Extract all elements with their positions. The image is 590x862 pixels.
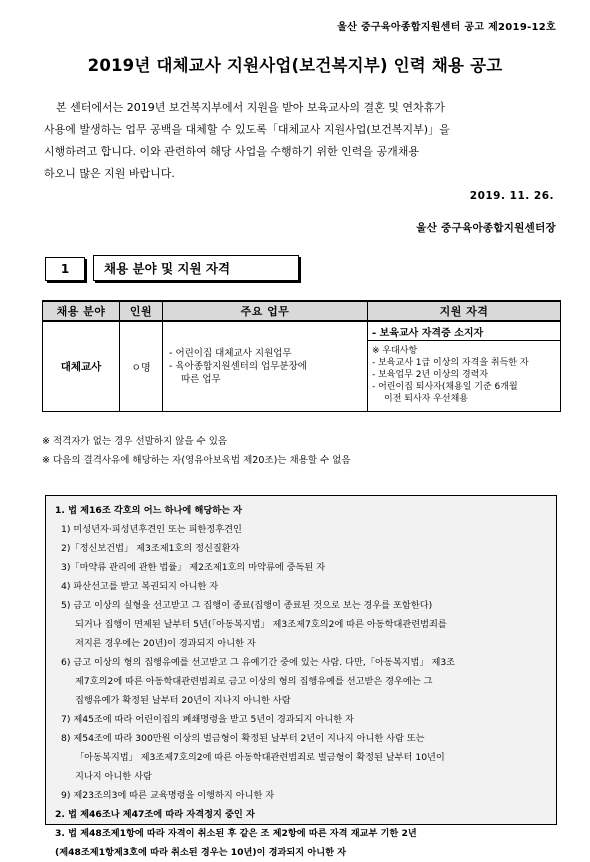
intro-paragraph [44, 97, 558, 185]
intro-line: 하오니 많은 지원 바랍니다. [44, 167, 175, 180]
disqualification-line: 5) 금고 이상의 실형을 선고받고 그 집행이 종료(집행이 종료된 것으로 보는 경우를 포함한다) [61, 600, 433, 611]
disqualification-line: 6) 금고 이상의 형의 집행유예를 선고받고 그 유예기간 중에 있는 사람. 다만,「아동복지법」 제3조 [61, 657, 456, 668]
duty-item: - 어린이집 대체교사 지원업무 [169, 348, 292, 359]
disqualification-line: 제7호의2에 따른 아동학대관련범죄로 금고 이상의 형의 집행유예를 선고받은 경우에는 그 [75, 676, 433, 687]
cell-field: 대체교사 [43, 321, 120, 412]
disqualification-line: 1) 미성년자·피성년후견인 또는 피한정후견인 [61, 524, 242, 535]
note-disqualification: ※ 다음의 결격사유에 해당하는 자(영유아보육법 제20조)는 채용할 수 없음 [42, 455, 351, 466]
section-number: 1 [45, 257, 85, 281]
notice-number: 울산 중구육아종합지원센터 공고 제2019-12호 [337, 22, 556, 33]
duty-item: 따른 업무 [181, 374, 221, 385]
disqualification-line: 1. 법 제16조 각호의 어느 하나에 해당하는 자 [55, 505, 243, 516]
disqualification-line: 저지른 경우에는 20년)이 경과되지 아니한 자 [75, 638, 256, 649]
section-title: 채용 분야 및 지원 자격 [93, 255, 299, 281]
cell-preferred [368, 341, 561, 412]
disqualification-line: 8) 제54조에 따라 300만원 이상의 벌금형이 확정된 날부터 2년이 지나지 아니한 사람 또는 [61, 733, 425, 744]
notice-date: 2019. 11. 26. [469, 190, 554, 202]
preferred-item: - 보육교사 1급 이상의 자격을 취득한 자 [372, 358, 529, 368]
disqualification-box [45, 495, 557, 858]
header-field: 채용 분야 [43, 301, 120, 321]
table-header-row [43, 301, 561, 321]
header-qualification: 지원 자격 [368, 301, 561, 321]
preferred-title: ※ 우대사항 [372, 346, 418, 356]
disqualification-line: (제48조제1항제3호에 따라 취소된 경우는 10년)이 경과되지 아니한 자 [55, 847, 347, 858]
disqualification-line: 4) 파산선고를 받고 복권되지 아니한 자 [61, 581, 219, 592]
cell-qualification-required: - 보육교사 자격증 소지자 [368, 321, 561, 341]
note-no-candidate: ※ 적격자가 없는 경우 선발하지 않을 수 있음 [42, 436, 228, 447]
disqualification-line: 지나지 아니한 사람 [75, 771, 152, 782]
disqualification-line: 3)「마약류 관리에 관한 법률」 제2조제1호의 마약류에 중독된 자 [61, 562, 326, 573]
disqualification-line: 7) 제45조에 따라 어린이집의 폐쇄명령을 받고 5년이 경과되지 아니한 자 [61, 714, 354, 725]
disqualification-line: 2)「정신보건법」 제3조제1호의 정신질환자 [61, 543, 240, 554]
cell-duties [163, 321, 368, 412]
header-count: 인원 [120, 301, 163, 321]
disqualification-line: 「아동복지법」 제3조제7호의2에 따른 아동학대관련범죄로 벌금형이 확정된 날부터 10년이 [75, 752, 445, 763]
disqualification-line: 집행유예가 확정된 날부터 20년이 지나지 아니한 사람 [75, 695, 291, 706]
cell-count: ㅇ명 [120, 321, 163, 412]
intro-line: 시행하려고 합니다. 이와 관련하여 해당 사업을 수행하기 위한 인력을 공개채용 [44, 145, 419, 158]
disqualification-line: 3. 법 제48조제1항에 따라 자격이 취소된 후 같은 조 제2항에 따른 자격 재교부 기한 2년 [55, 828, 417, 839]
intro-line: 본 센터에서는 2019년 보건복지부에서 지원을 받아 보육교사의 결혼 및 연차휴가 [56, 101, 445, 114]
preferred-item: 이전 퇴사자 우선채용 [384, 394, 468, 404]
header-duties: 주요 업무 [163, 301, 368, 321]
disqualification-list [55, 501, 551, 862]
table-row [43, 321, 561, 341]
issuer: 울산 중구육아종합지원센터장 [416, 222, 556, 234]
page-title: 2019년 대체교사 지원사업(보건복지부) 인력 채용 공고 [87, 56, 503, 75]
recruitment-table [42, 300, 561, 412]
disqualification-line: 2. 법 제46조나 제47조에 따라 자격정지 중인 자 [55, 809, 255, 820]
disqualification-line: 9) 제23조의3에 따른 교육명령을 이행하지 아니한 자 [61, 790, 275, 801]
intro-line: 사용에 발생하는 업무 공백을 대체할 수 있도록「대체교사 지원사업(보건복지부)」을 [44, 123, 450, 136]
preferred-item: - 보육업무 2년 이상의 경력자 [372, 370, 489, 380]
preferred-item: - 어린이집 퇴사자(채용일 기준 6개월 [372, 382, 518, 392]
disqualification-line: 되거나 집행이 면제된 날부터 5년(「아동복지법」 제3조제7호의2에 따른 아동학대관련범죄를 [75, 619, 447, 630]
duty-item: - 육아종합지원센터의 업무분장에 [169, 361, 307, 372]
